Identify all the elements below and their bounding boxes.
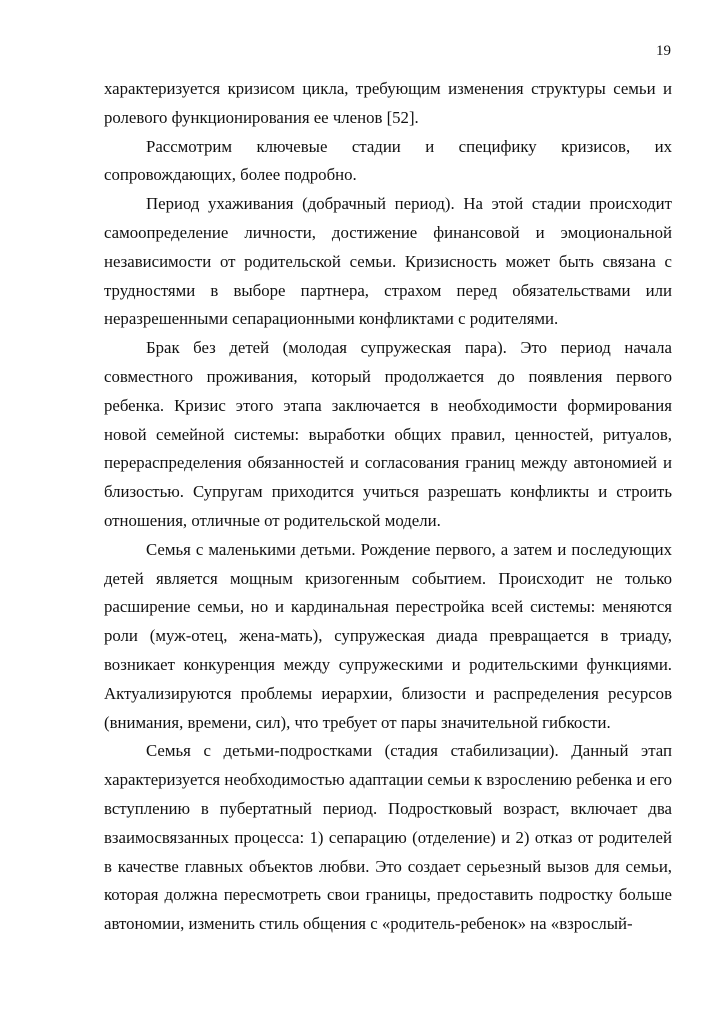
paragraph-family-with-teenagers: Семья с детьми-подростками (стадия стабилизации). Данный этап характеризуется необходимостью адаптации семьи к взрослению ребенка и его вступлению в пубертатный период. Подростковый возраст, включает два взаимосвязанных процесса: 1) сепарацию (отделение) и 2) отказ от родителей в качестве главных объектов любви. Это создает серьезный вызов для семьи, которая должна пересмотреть свои границы, предоставить подростку больше автономии, изменить стиль общения с «родитель-ребенок» на «взрослый- bbox=[104, 741, 672, 934]
paragraph-family-with-small-children: Семья с маленькими детьми. Рождение первого, а затем и последующих детей является мощным кризогенным событием. Происходит не только расширение семьи, но и кардинальная перестройка всей системы: меняются роли (муж-отец, жена-мать), супружеская диада превращается в триаду, возникает конкуренция между супружескими и родительскими функциями. Актуализируются проблемы иерархии, близости и распределения ресурсов (внимания, времени, сил), что требует от пары значительной гибкости. bbox=[104, 539, 672, 732]
paragraph-marriage-without-children: Брак без детей (молодая супружеская пара). Это период начала совместного проживания, который продолжается до появления первого ребенка. Кризис этого этапа заключается в необходимости формирования новой семейной системы: выработки общих правил, ценностей, ритуалов, перераспределения обязанностей и согласования границ между автономией и близостью. Супругам приходится учиться разрешать конфликты и строить отношения, отличные от родительской модели. bbox=[104, 338, 672, 530]
paragraph-continuation: характеризуется кризисом цикла, требующим изменения структуры семьи и ролевого функционирования ее членов [52]. bbox=[104, 79, 672, 127]
paragraph-intro: Рассмотрим ключевые стадии и специфику кризисов, их сопровождающих, более подробно. bbox=[104, 136, 672, 185]
page-number: 19 bbox=[656, 43, 671, 59]
paragraph-courtship-period: Период ухаживания (добрачный период). На этой стадии происходит самоопределение личности, достижение финансовой и эмоциональной независимости от родительской семьи. Кризисность может быть связана с трудностями в выборе партнера, страхом перед обязательствами или неразрешенными сепарационными конфликтами с родителями. bbox=[104, 194, 672, 329]
document-body bbox=[104, 75, 672, 939]
